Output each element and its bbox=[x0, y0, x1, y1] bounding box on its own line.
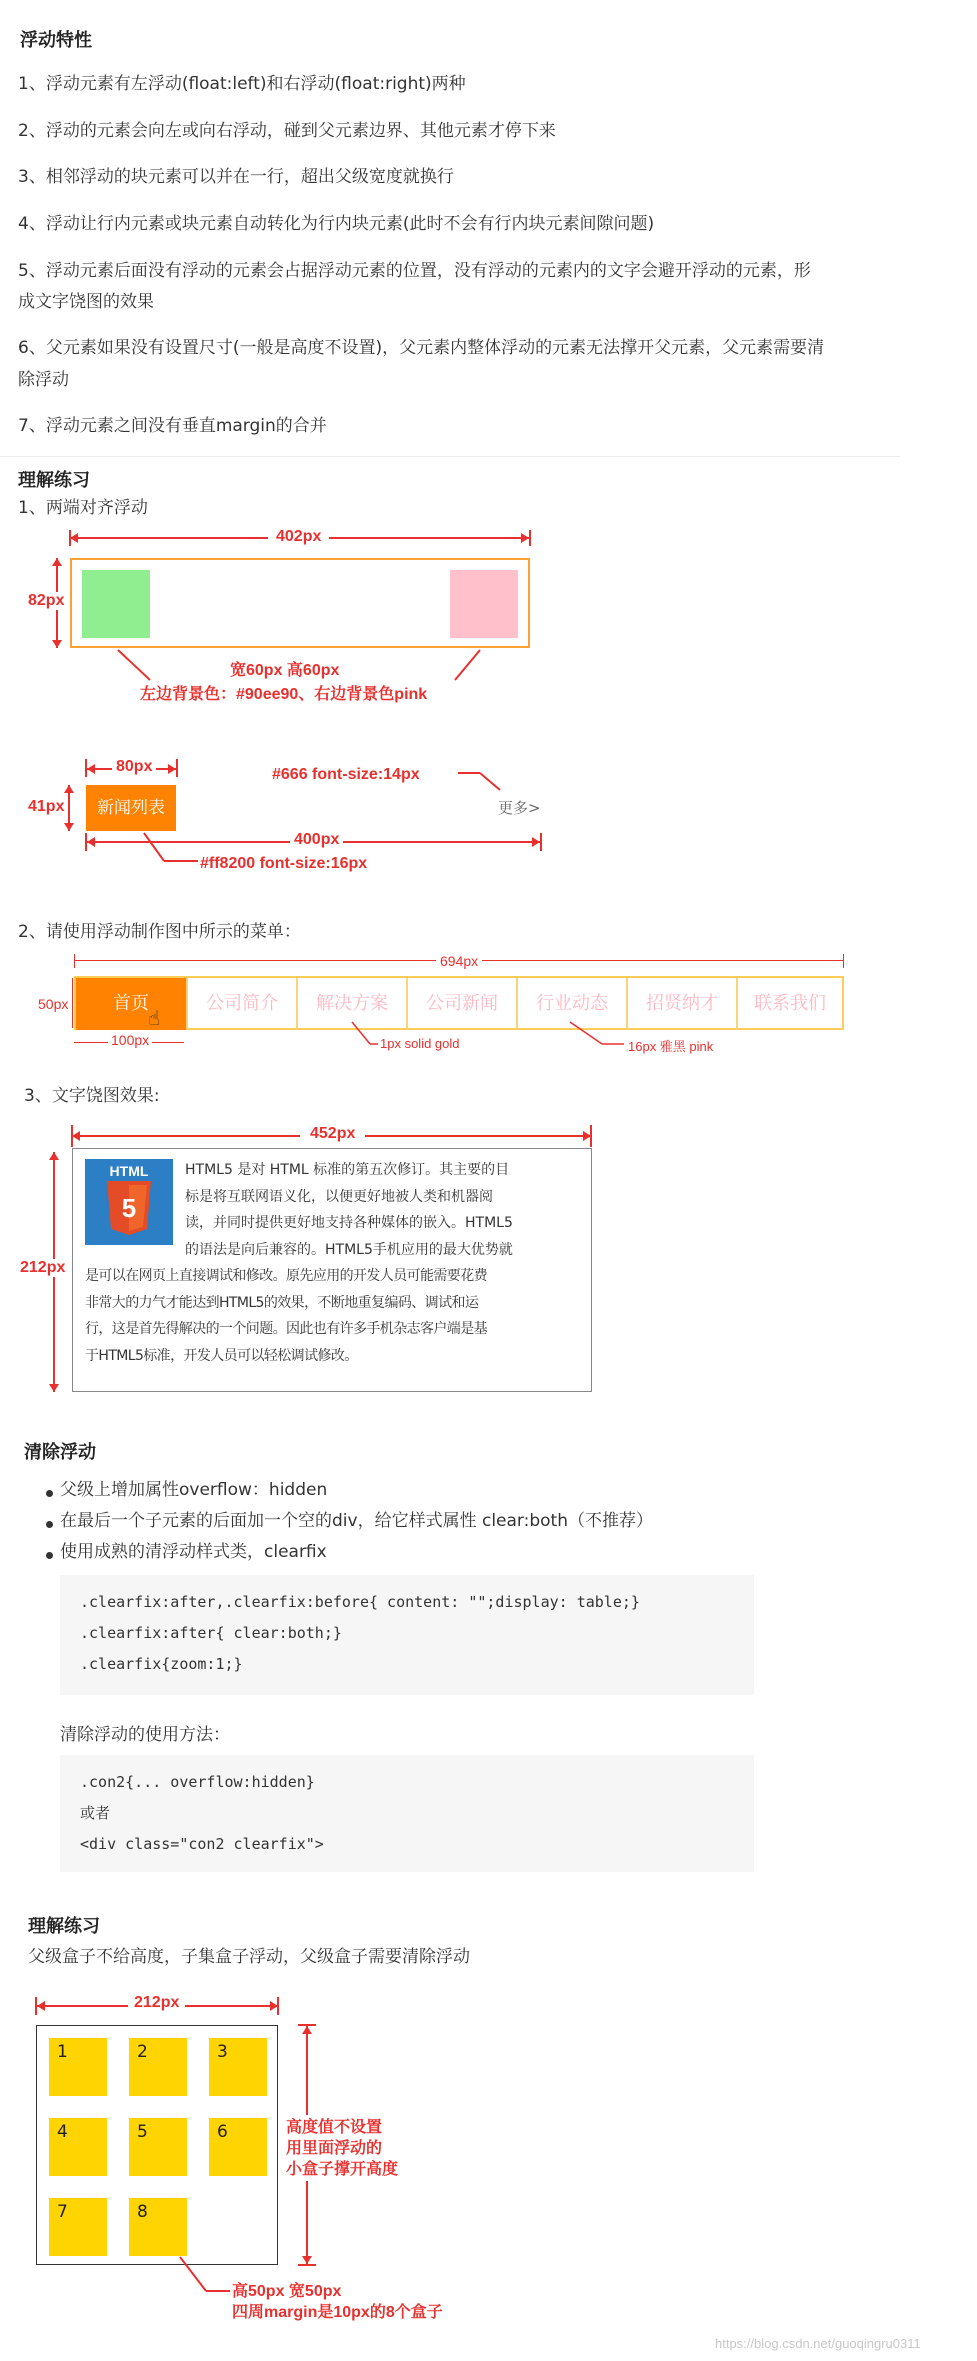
bullet-item: 父级上增加属性overflow：hidden bbox=[60, 1480, 328, 1500]
figure-text-wrap bbox=[0, 1115, 620, 1400]
list-item: 4、浮动让行内元素或块元素自动转化为行内块元素(此时不会有行内块元素间隙问题) bbox=[18, 214, 655, 234]
list-item: 6、父元素如果没有设置尺寸(一般是高度不设置)，父元素内整体浮动的元素无法撑开父元素，父元素需要清 bbox=[18, 338, 825, 358]
tab-height-label: 41px bbox=[28, 798, 65, 815]
child-box: 5 bbox=[129, 2118, 187, 2176]
text-wrap-box bbox=[72, 1148, 592, 1392]
list-item-cont: 除浮动 bbox=[18, 370, 69, 390]
code-block-clearfix bbox=[60, 1575, 754, 1695]
list-item: 3、相邻浮动的块元素可以并在一行，超出父级宽度就换行 bbox=[18, 167, 454, 187]
child-box: 4 bbox=[49, 2118, 107, 2176]
code-line: .clearfix{zoom:1;} bbox=[80, 1655, 243, 1673]
usage-label: 清除浮动的使用方法： bbox=[60, 1725, 230, 1745]
menu-height-label: 50px bbox=[38, 996, 69, 1012]
code-line: 或者 bbox=[80, 1804, 111, 1822]
menu-width-label: 694px bbox=[436, 953, 482, 969]
more-link[interactable]: 更多> bbox=[498, 799, 541, 817]
subheading-3: 3、文字饶图效果: bbox=[24, 1086, 160, 1106]
figure-clear-boxes bbox=[0, 1985, 520, 2345]
bullet-item: 在最后一个子元素的后面加一个空的div，给它样式属性 clear:both（不推荐） bbox=[60, 1511, 653, 1531]
height-label: 82px bbox=[28, 592, 65, 609]
tab-pointer bbox=[130, 831, 210, 871]
color-note: 左边背景色：#90ee90、右边背景色pink bbox=[140, 686, 428, 703]
code-line: .clearfix:after{ clear:both;} bbox=[80, 1624, 342, 1642]
wrap-line: 于HTML5标准，开发人员可以轻松调试修改。 bbox=[85, 1347, 358, 1364]
subheading-1: 1、两端对齐浮动 bbox=[18, 498, 148, 518]
list-item: 7、浮动元素之间没有垂直margin的合并 bbox=[18, 416, 327, 436]
child-box: 8 bbox=[129, 2198, 187, 2256]
menu-item-industry[interactable]: 行业动态 bbox=[518, 978, 628, 1030]
news-tab[interactable] bbox=[86, 785, 176, 831]
tab-width-label: 80px bbox=[112, 758, 156, 776]
wrap-line: 非常大的力气才能达到HTML5的效果，不断地重复编码、调试和运 bbox=[85, 1294, 479, 1311]
code-block-usage bbox=[60, 1755, 754, 1872]
section-title-practice: 理解练习 bbox=[18, 470, 90, 491]
menu-item-home[interactable]: 首页 bbox=[76, 978, 188, 1030]
menu-item-news[interactable]: 公司新闻 bbox=[408, 978, 518, 1030]
width-label: 402px bbox=[268, 528, 329, 546]
list-item: 1、浮动元素有左浮动(float:left)和右浮动(float:right)两种 bbox=[18, 74, 466, 94]
section-title-float: 浮动特性 bbox=[20, 30, 92, 51]
figure-news-header bbox=[0, 745, 560, 885]
tab-note: #ff8200 font-size:16px bbox=[200, 855, 368, 872]
height-note: 高度值不设置 用里面浮动的 小盒子撑开高度 bbox=[286, 2119, 399, 2178]
code-line: .con2{... overflow:hidden} bbox=[80, 1773, 315, 1791]
wrap-line: HTML5 是对 HTML 标准的第五次修订。其主要的目 bbox=[185, 1162, 510, 1178]
menu-item-solutions[interactable]: 解决方案 bbox=[298, 978, 408, 1030]
list-item: 2、浮动的元素会向左或向右浮动，碰到父元素边界、其他元素才停下来 bbox=[18, 121, 556, 141]
wrap-line: 读，并同时提供更好地支持各种媒体的嵌入。HTML5 bbox=[185, 1215, 513, 1231]
list-item: 5、浮动元素后面没有浮动的元素会占据浮动元素的位置，没有浮动的元素内的文字会避开浮动的元素，形 bbox=[18, 261, 811, 281]
parent-box bbox=[36, 2025, 278, 2265]
child-box: 3 bbox=[209, 2038, 267, 2096]
child-box: 6 bbox=[209, 2118, 267, 2176]
figure-two-side-float bbox=[0, 528, 560, 703]
section-title-practice-2: 理解练习 bbox=[28, 1916, 100, 1937]
border-note: 1px solid gold bbox=[380, 1036, 460, 1051]
wrap-line: 的语法是向后兼容的。HTML5手机应用的最大优势就 bbox=[185, 1241, 513, 1258]
list-item-cont: 成文字饶图的效果 bbox=[18, 292, 154, 312]
figure-menu bbox=[0, 950, 900, 1060]
wrap-height-label: 212px bbox=[20, 1259, 66, 1276]
item-width-label: 100px bbox=[108, 1032, 152, 1048]
child-box: 7 bbox=[49, 2198, 107, 2256]
practice2-desc: 父级盒子不给高度，子集盒子浮动，父级盒子需要清除浮动 bbox=[28, 1947, 470, 1967]
bullet-item: 使用成熟的清浮动样式类，clearfix bbox=[60, 1542, 327, 1562]
menu-item-contact[interactable]: 联系我们 bbox=[754, 993, 826, 1014]
news-tab-label: 新闻列表 bbox=[97, 798, 165, 818]
cursor-hand-icon: ☝ bbox=[148, 1006, 161, 1030]
section-title-clear: 清除浮动 bbox=[24, 1442, 96, 1463]
wrap-line: 行，这是首先得解决的一个问题。因此也有许多手机杂志客户端是基 bbox=[85, 1321, 487, 1337]
menu-item-careers[interactable]: 招贤纳才 bbox=[628, 978, 738, 1030]
box-note: 高50px 宽50px 四周margin是10px的8个盒子 bbox=[232, 2283, 443, 2321]
wrap-width-label: 452px bbox=[300, 1125, 365, 1143]
font-note: 16px 雅黑 pink bbox=[628, 1039, 714, 1054]
child-box: 1 bbox=[49, 2038, 107, 2096]
html5-logo: HTML 5 bbox=[85, 1159, 173, 1245]
code-line: <div class="con2 clearfix"> bbox=[80, 1835, 324, 1853]
watermark: https://blog.csdn.net/guoqingru0311 bbox=[715, 2336, 921, 2351]
menu-item-about[interactable]: 公司简介 bbox=[188, 978, 298, 1030]
wrap-line: 是可以在网页上直接调试和修改。原先应用的开发人员可能需要花费 bbox=[85, 1268, 487, 1284]
code-line: .clearfix:after,.clearfix:before{ content: "";display: table;} bbox=[80, 1593, 640, 1611]
subheading-2: 2、请使用浮动制作图中所示的菜单： bbox=[18, 922, 301, 942]
more-note: #666 font-size:14px bbox=[272, 766, 420, 783]
bar-width-label: 400px bbox=[290, 831, 343, 849]
parent-width-label: 212px bbox=[128, 1994, 185, 2012]
wrap-line: 标是将互联网语义化，以便更好地被人类和机器阅 bbox=[185, 1188, 493, 1205]
size-note: 宽60px 高60px bbox=[230, 662, 340, 679]
child-box: 2 bbox=[129, 2038, 187, 2096]
more-arrow bbox=[440, 770, 520, 800]
divider bbox=[0, 456, 900, 457]
